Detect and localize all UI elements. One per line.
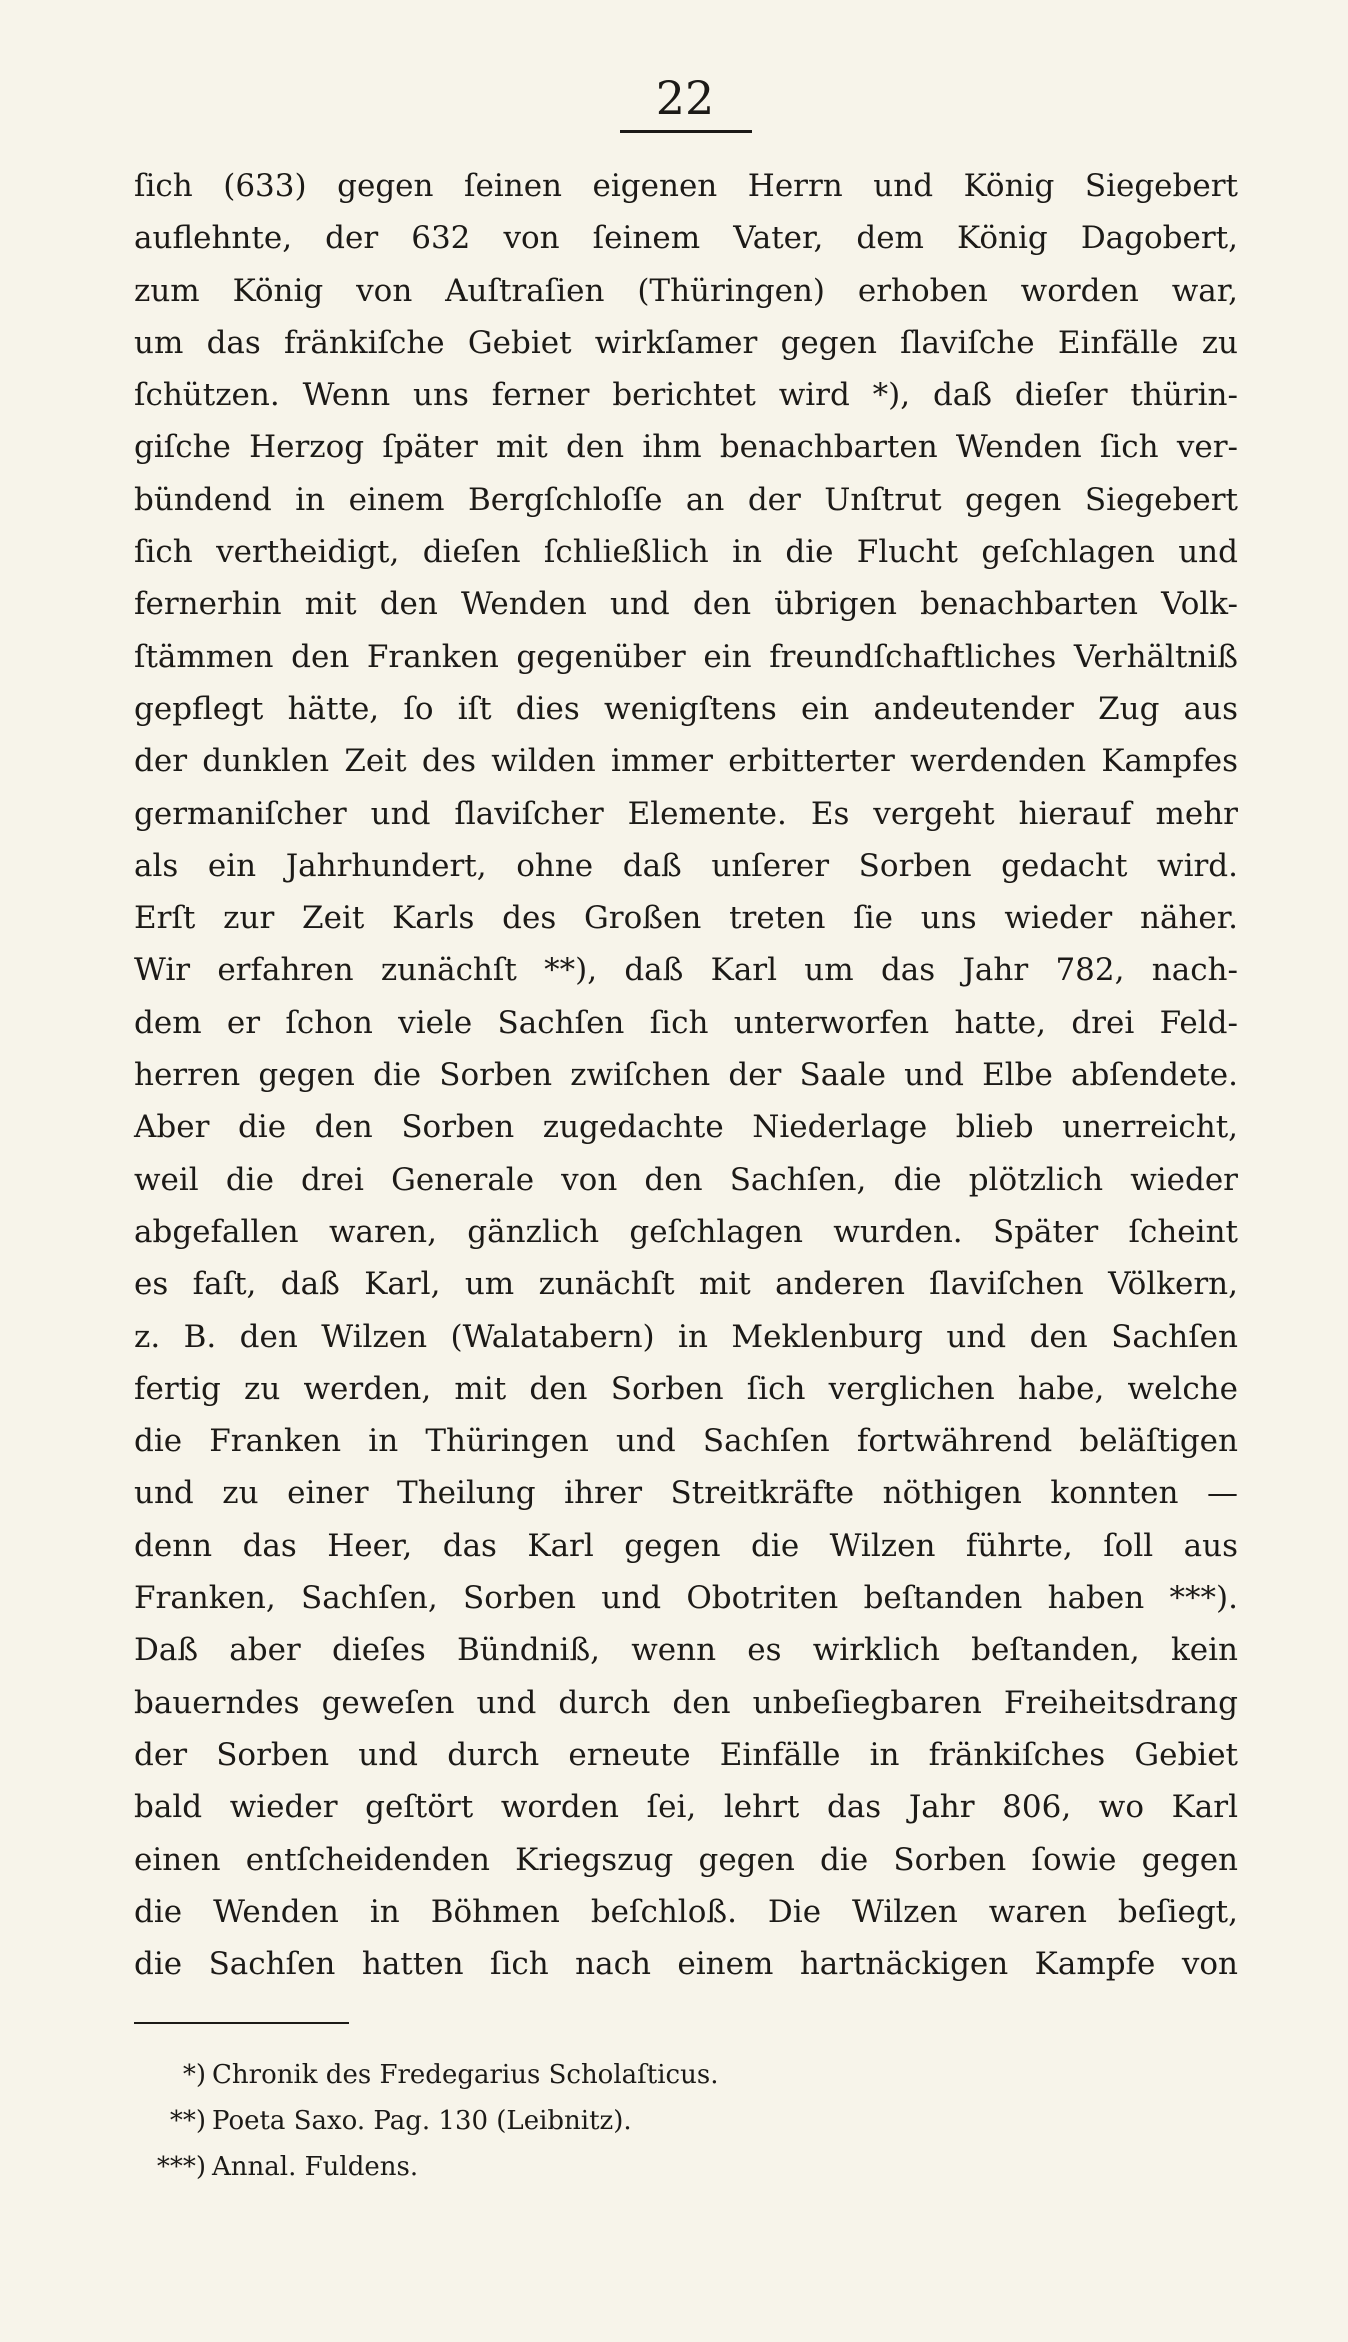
text-line: ſich vertheidigt, dieſen ſchließlich in die Flucht geſchlagen und bbox=[134, 534, 1238, 571]
footnote-marker: *) bbox=[182, 2060, 206, 2090]
text-line: Aber die den Sorben zugedachte Niederlage blieb unerreicht, bbox=[134, 1109, 1238, 1146]
text-line: bündend in einem Bergſchloſſe an der Unſtrut gegen Siegebert bbox=[134, 481, 1238, 518]
page-number: 22 bbox=[655, 71, 715, 125]
text-line: Franken, Sachſen, Sorben und Obotriten beſtanden haben ***). bbox=[134, 1580, 1238, 1617]
text-line: germaniſcher und ſlaviſcher Elemente. Es vergeht hierauf mehr bbox=[134, 795, 1238, 832]
text-line: und zu einer Theilung ihrer Streitkräfte nöthigen konnten — bbox=[134, 1475, 1238, 1512]
text-line: die Sachſen hatten ſich nach einem hartnäckigen Kampfe von bbox=[134, 1946, 1238, 1983]
text-line: herren gegen die Sorben zwiſchen der Saale und Elbe abſendete. bbox=[134, 1057, 1238, 1094]
text-line: es faſt, daß Karl, um zunächſt mit anderen ſlaviſchen Völkern, bbox=[134, 1266, 1238, 1303]
text-line: um das fränkiſche Gebiet wirkſamer gegen ſlaviſche Einfälle zu bbox=[134, 324, 1238, 361]
text-line: dem er ſchon viele Sachſen ſich unterworfen hatte, drei Feld- bbox=[134, 1004, 1238, 1041]
page-number-rule bbox=[620, 130, 752, 133]
text-line: zum König von Auſtraſien (Thüringen) erhoben worden war, bbox=[134, 272, 1238, 309]
footnote-text: Poeta Saxo. Pag. 130 (Leibnitz). bbox=[212, 2106, 632, 2136]
footnote bbox=[134, 2052, 1238, 2098]
footnote-text: Chronik des Fredegarius Scholaſticus. bbox=[212, 2060, 719, 2090]
footnote-marker: **) bbox=[169, 2106, 206, 2136]
footnotes bbox=[134, 2052, 1238, 2190]
text-line: Daß aber dieſes Bündniß, wenn es wirklich beſtanden, kein bbox=[134, 1632, 1238, 1669]
text-line: weil die drei Generale von den Sachſen, die plötzlich wieder bbox=[134, 1161, 1238, 1198]
text-line: einen entſcheidenden Kriegszug gegen die Sorben ſowie gegen bbox=[134, 1841, 1238, 1878]
text-line: denn das Heer, das Karl gegen die Wilzen führte, ſoll aus bbox=[134, 1527, 1238, 1564]
text-line: gepflegt hätte, ſo iſt dies wenigſtens ein andeutender Zug aus bbox=[134, 690, 1238, 727]
footnote-marker: ***) bbox=[156, 2152, 206, 2182]
text-line: bald wieder geſtört worden ſei, lehrt das Jahr 806, wo Karl bbox=[134, 1789, 1238, 1826]
text-line: fernerhin mit den Wenden und den übrigen benachbarten Volk- bbox=[134, 586, 1238, 623]
footnote bbox=[134, 2098, 1238, 2144]
text-line: als ein Jahrhundert, ohne daß unſerer Sorben gedacht wird. bbox=[134, 847, 1238, 884]
text-line: die Franken in Thüringen und Sachſen fortwährend beläſtigen bbox=[134, 1423, 1238, 1460]
footnote-text: Annal. Fuldens. bbox=[212, 2152, 419, 2182]
text-line: Wir erfahren zunächſt **), daß Karl um das Jahr 782, nach- bbox=[134, 952, 1238, 989]
footnote bbox=[134, 2144, 1238, 2190]
text-line: ſich (633) gegen ſeinen eigenen Herrn und König Siegebert bbox=[134, 168, 1238, 204]
text-line: auflehnte, der 632 von ſeinem Vater, dem König Dagobert, bbox=[134, 220, 1238, 257]
text-line: z. B. den Wilzen (Walatabern) in Meklenburg und den Sachſen bbox=[134, 1318, 1238, 1355]
text-line: abgefallen waren, gänzlich geſchlagen wurden. Später ſcheint bbox=[134, 1213, 1238, 1250]
footnote-rule bbox=[134, 2022, 349, 2024]
text-line: giſche Herzog ſpäter mit den ihm benachbarten Wenden ſich ver- bbox=[134, 429, 1238, 466]
text-line: der dunklen Zeit des wilden immer erbitterter werdenden Kampfes bbox=[134, 743, 1238, 780]
text-line: die Wenden in Böhmen beſchloß. Die Wilzen waren beſiegt, bbox=[134, 1893, 1238, 1930]
text-line: ſchützen. Wenn uns ferner berichtet wird *), daß dieſer thürin- bbox=[134, 377, 1238, 414]
body-text bbox=[134, 160, 1238, 1990]
text-line: ſtämmen den Franken gegenüber ein freundſchaftliches Verhältniß bbox=[134, 638, 1238, 675]
text-line: der Sorben und durch erneute Einfälle in fränkiſches Gebiet bbox=[134, 1736, 1238, 1773]
text-line: Erſt zur Zeit Karls des Großen treten ſie uns wieder näher. bbox=[134, 900, 1238, 937]
text-line: bauerndes geweſen und durch den unbeſiegbaren Freiheitsdrang bbox=[134, 1684, 1238, 1721]
text-line: fertig zu werden, mit den Sorben ſich verglichen habe, welche bbox=[134, 1370, 1238, 1407]
